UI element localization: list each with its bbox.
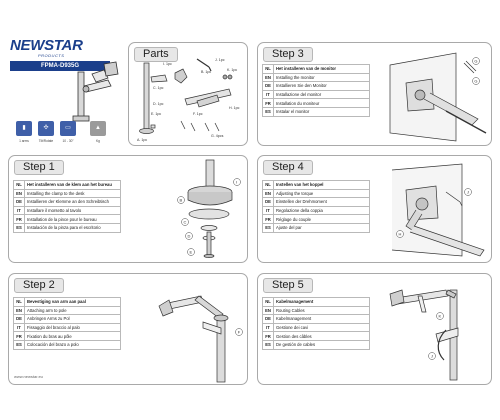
parts-title: Parts — [134, 47, 178, 62]
step1-title: Step 1 — [14, 160, 64, 175]
part-label-d: D. 1pc — [153, 102, 164, 106]
table-row: ES Instalar el monitor — [263, 107, 370, 116]
step1-language-table — [13, 180, 121, 233]
part-label-f: F. 1pc — [193, 112, 203, 116]
part-label-e: E. 1pc — [151, 112, 162, 116]
step2-language-table — [13, 297, 121, 350]
table-row: ES Colocación del brazo a polo — [14, 340, 121, 349]
step1-illustration — [149, 156, 247, 262]
table-row: EN Installing the monitor — [263, 73, 370, 82]
table-row: IT Fissaggio del braccio al palo — [14, 323, 121, 332]
table-row: FR Installation du moniteur — [263, 99, 370, 108]
step1-callout-b: B — [179, 197, 183, 203]
brand-name: NEWSTAR — [10, 37, 83, 54]
step1-callout-c: C — [183, 219, 187, 225]
step3-callout-g2: G — [474, 78, 478, 84]
table-row: ES Ajuste del par — [263, 223, 370, 232]
step3-callout-g1: G — [474, 58, 478, 64]
table-row: IT Installare il morsetto al tavolo — [14, 206, 121, 215]
step1-callout-e: E — [189, 249, 193, 255]
parts-illustration — [129, 43, 248, 146]
table-row: EN Installing the clamp to the desk — [14, 189, 121, 198]
table-row: FR Gestion des câbles — [263, 332, 370, 341]
step4-callout-h: H — [398, 231, 402, 237]
table-row: NL Bevestiging van arm aan paal — [14, 298, 121, 307]
table-row: NL Het installeren van de klem aan het bureau — [14, 181, 121, 190]
step3-title: Step 3 — [263, 47, 313, 62]
website-url: www.newstar.eu — [14, 374, 43, 379]
step5-callout-k: K — [438, 313, 442, 319]
step5-title: Step 5 — [263, 278, 313, 293]
table-row: DE Installieren der Klemme an den Schreibtisch — [14, 198, 121, 207]
step1-panel — [8, 155, 248, 263]
step5-illustration — [376, 276, 490, 384]
step4-callout-j: J — [467, 189, 469, 195]
step1-callout-i: I — [236, 179, 238, 185]
table-row: FR Installation de la pince pour le bureau — [14, 215, 121, 224]
table-row: EN Adjusting the torque — [263, 189, 370, 198]
table-row: ES De gestión de cables — [263, 340, 370, 349]
model-number: FPMA-D935G — [10, 61, 110, 71]
step3-language-table — [262, 64, 370, 117]
table-row: EN Routing Cables — [263, 306, 370, 315]
table-row: DE Anbringen Arms zu Pol — [14, 315, 121, 324]
part-label-h: H. 1pc — [229, 106, 240, 110]
step5-callout-j: J — [431, 353, 433, 359]
table-row: NL Instellen van het koppel — [263, 181, 370, 190]
step4-language-table — [262, 180, 370, 233]
part-label-g: G. 4pcs — [211, 134, 224, 138]
brand-tagline: PRODUCTS — [38, 53, 65, 58]
table-row: IT Installazione del monitor — [263, 90, 370, 99]
step1-callout-d: D — [187, 233, 191, 239]
step3-illustration — [376, 49, 490, 145]
step4-illustration — [376, 162, 490, 262]
table-row: EN Attaching arm to pole — [14, 306, 121, 315]
step2-illustration — [139, 278, 247, 384]
step2-title: Step 2 — [14, 278, 64, 293]
part-label-a: A. 1pc — [137, 138, 148, 142]
part-label-i: I. 1pc — [163, 62, 172, 66]
table-row: ES Instalación de la pinza para el escritorio — [14, 223, 121, 232]
part-label-c: C. 1pc — [153, 86, 164, 90]
part-label-k: K. 1pc — [227, 68, 238, 72]
step4-panel — [257, 155, 492, 263]
step5-language-table — [262, 297, 370, 350]
table-row: IT Regolazione della coppia — [263, 206, 370, 215]
table-row: DE Kabelmanagement — [263, 315, 370, 324]
table-row: FR Fixation du bras au pôle — [14, 332, 121, 341]
spec-arms-label: 1 arms — [19, 139, 29, 143]
table-row: NL Het installeren van de monitor — [263, 65, 370, 74]
table-row: NL Kabelmanagement — [263, 298, 370, 307]
step5-panel — [257, 273, 492, 385]
spec-size-label: 10 - 30" — [62, 139, 74, 143]
spec-rotate-label: Tilt/Rotate — [38, 139, 54, 143]
weight-icon: ▲ — [90, 121, 106, 136]
screen-size-icon: ▭ — [60, 121, 76, 136]
arm-icon: ▮ — [16, 121, 32, 136]
step2-panel — [8, 273, 248, 385]
step4-title: Step 4 — [263, 160, 313, 175]
step3-panel — [257, 42, 492, 146]
spec-weight-label: Kg — [96, 139, 100, 143]
table-row: FR Réglage du couple — [263, 215, 370, 224]
table-row: DE Installieren Sie den Monitor — [263, 82, 370, 91]
rotate-icon: ✣ — [38, 121, 54, 136]
table-row: DE Einstellen der Drehmoment — [263, 198, 370, 207]
step2-callout-f: F — [237, 329, 241, 335]
part-label-j: J. 1pc — [215, 58, 225, 62]
parts-panel — [128, 42, 248, 146]
part-label-b: B. 1pc — [201, 70, 212, 74]
table-row: IT Gestione dei cavi — [263, 323, 370, 332]
